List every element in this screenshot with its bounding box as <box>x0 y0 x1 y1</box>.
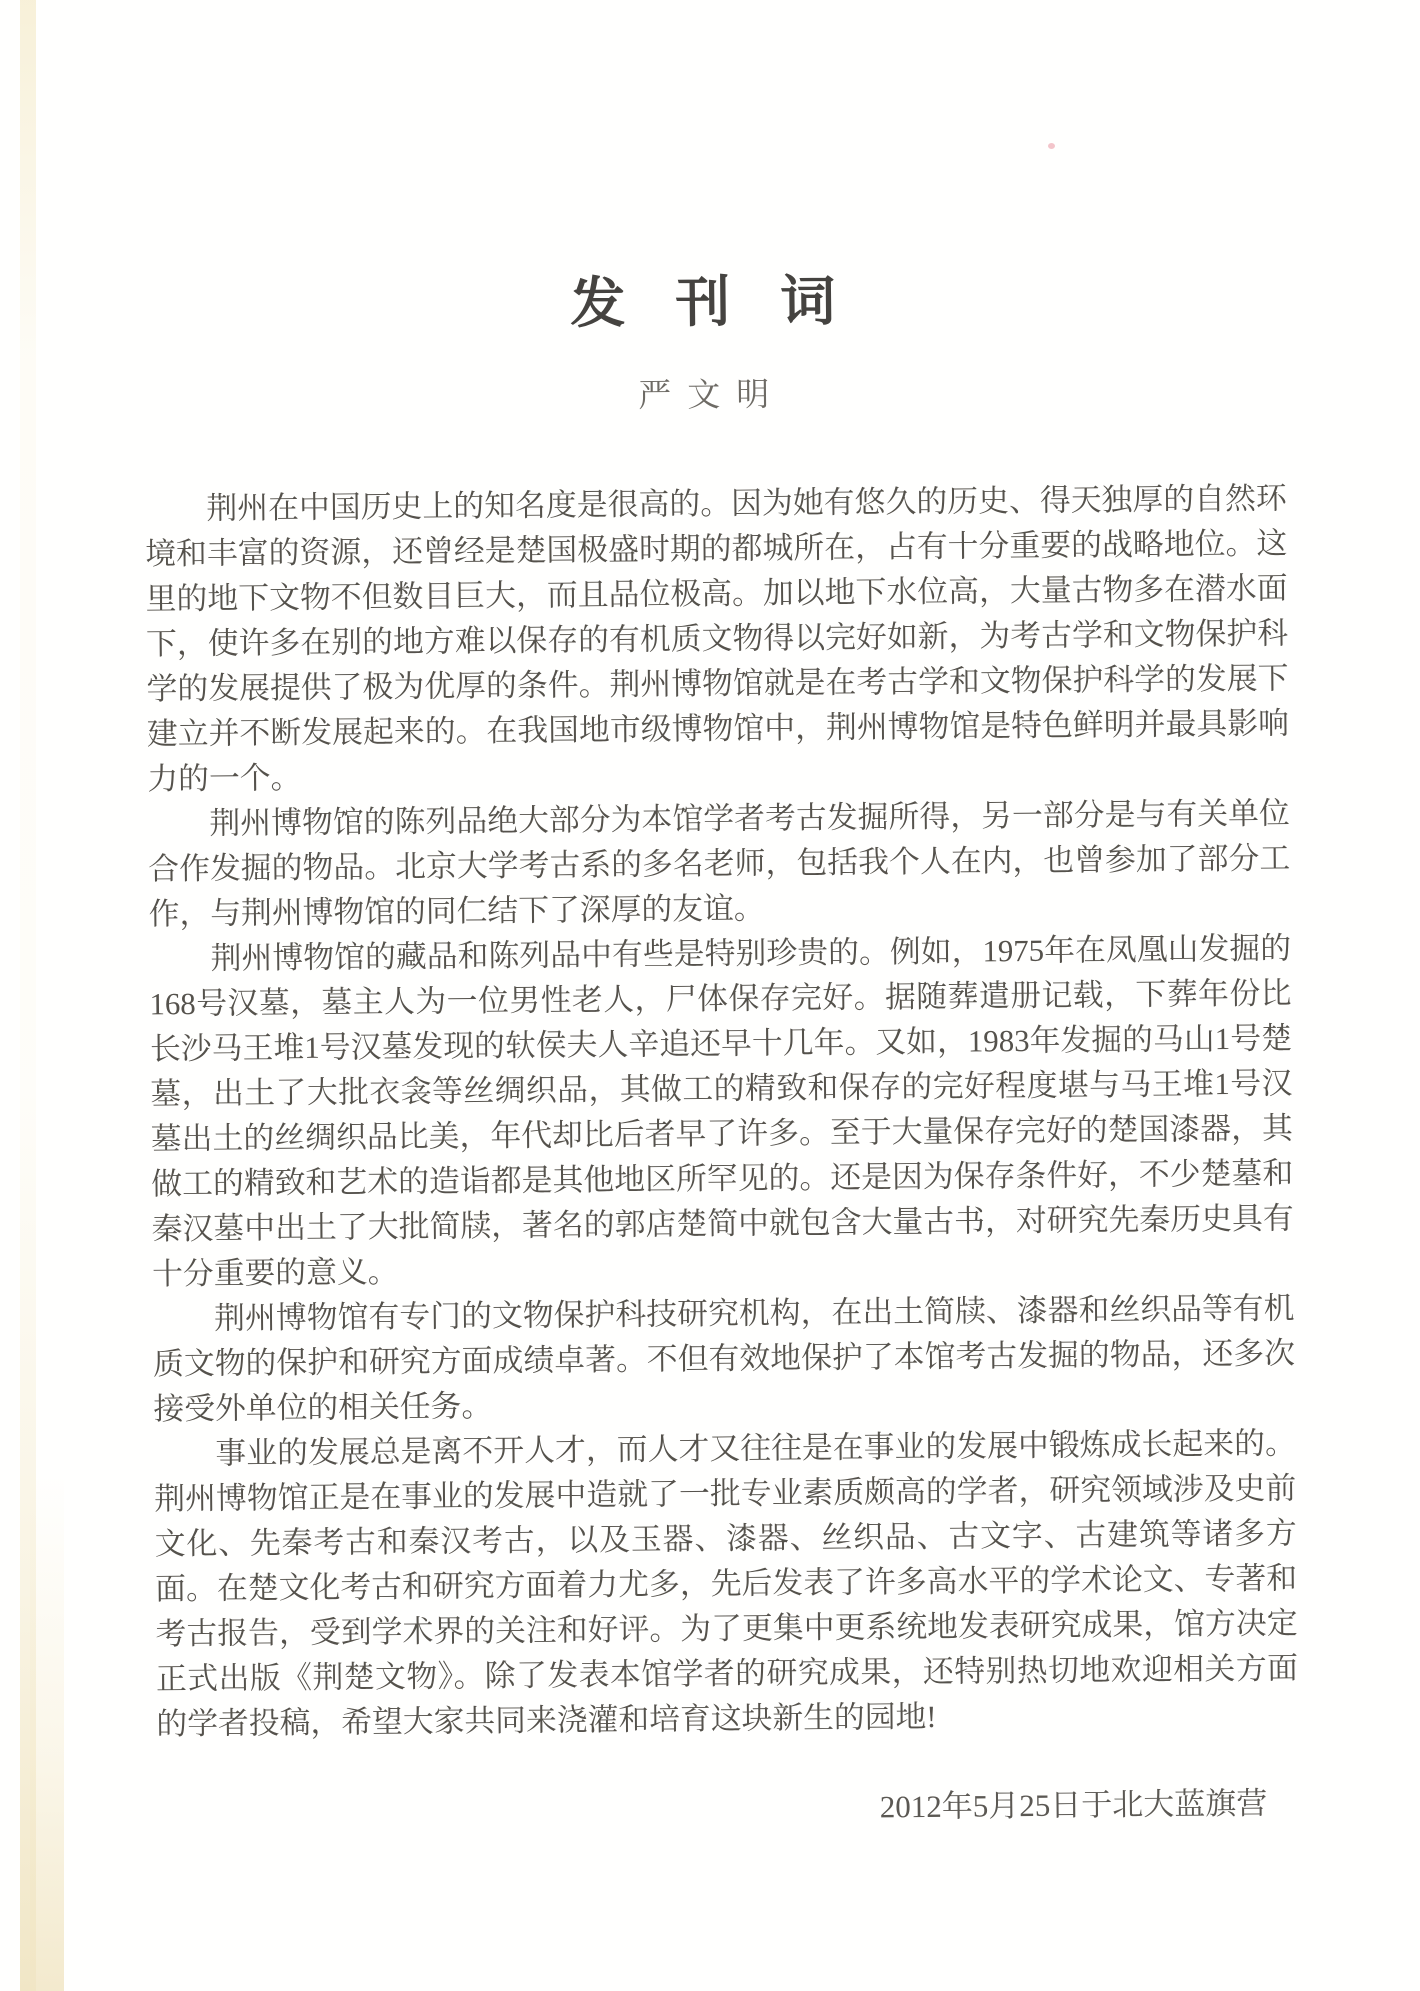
paragraph: 荆州博物馆的藏品和陈列品中有些是特别珍贵的。例如，1975年在凤凰山发掘的168号汉墓，墓主人为一位男性老人，尸体保存完好。据随葬遣册记载，下葬年份比长沙马王堆1号汉墓发现的轪侯夫人辛追还早十几年。又如，1983年发掘的马山1号楚墓，出土了大批衣衾等丝绸织品，其做工的精致和保存的完好程度堪与马王堆1号汉墓出土的丝绸织品比美，年代却比后者早了许多。至于大量保存完好的楚国漆器，其做工的精致和艺术的造诣都是其他地区所罕见的。还是因为保存条件好，不少楚墓和秦汉墓中出土了大批简牍，著名的郭店楚简中就包含大量古书，对研究先秦历史具有十分重要的意义。 <box>149 931 1294 1292</box>
paragraph: 事业的发展总是离不开人才，而人才又往往是在事业的发展中锻炼成长起来的。荆州博物馆正是在事业的发展中造就了一批专业素质颇高的学者，研究领域涉及史前文化、先秦考古和秦汉考古，以及玉器、漆器、丝织品、古文字、古建筑等诸多方面。在楚文化考古和研究方面着力尤多，先后发表了许多高水平的学术论文、专著和考古报告，受到学术界的关注和好评。为了更集中更系统地发表研究成果，馆方决定正式出版《荆楚文物》。除了发表本馆学者的研究成果，还特别热切地欢迎相关方面的学者投稿，希望大家共同来浇灌和培育这块新生的园地! <box>154 1426 1299 1742</box>
paragraph: 荆州博物馆有专门的文物保护科技研究机构，在出土简牍、漆器和丝织品等有机质文物的保护和研究方面成绩卓著。不但有效地保护了本馆考古发掘的物品，还多次接受外单位的相关任务。 <box>152 1291 1296 1427</box>
article-body <box>145 476 1299 1747</box>
paragraph: 荆州在中国历史上的知名度是很高的。因为她有悠久的历史、得天独厚的自然环境和丰富的资源，还曾经是楚国极盛时期的都城所在，占有十分重要的战略地位。这里的地下文物不但数目巨大，而且品位极高。加以地下水位高，大量古物多在潜水面下，使许多在别的地方难以保存的有机质文物得以完好如新，为考古学和文物保护科学的发展提供了极为优厚的条件。荆州博物馆就是在考古学和文物保护科学的发展下建立并不断发展起来的。在我国地市级博物馆中，荆州博物馆是特色鲜明并最具影响力的一个。 <box>145 481 1290 797</box>
dateline: 2012年5月25日于北大蓝旗营 <box>879 1785 1268 1825</box>
page-title: 发刊词 <box>570 270 886 335</box>
paragraph: 荆州博物馆的陈列品绝大部分为本馆学者考古发掘所得，另一部分是与有关单位合作发掘的物品。北京大学考古系的多名老师，包括我个人在内，也曾参加了部分工作，与荆州博物馆的同仁结下了深厚的友谊。 <box>148 796 1291 932</box>
author-name: 严文明 <box>638 377 786 415</box>
